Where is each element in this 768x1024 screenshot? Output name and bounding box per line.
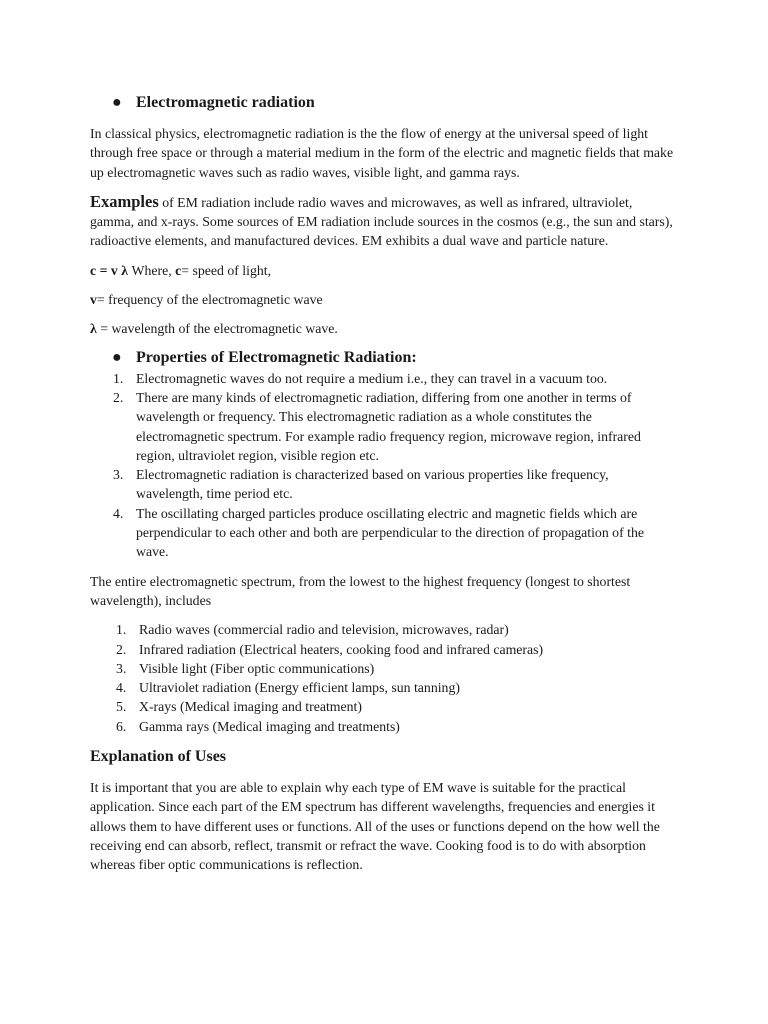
list-text: The oscillating charged particles produce oscillating electric and magnetic fields which are perpendicular to each other and both are perpendicular to the direction of propagation of the wave.	[136, 505, 644, 560]
bullet-icon: ●	[112, 94, 122, 111]
heading-text: Properties of Electromagnetic Radiation:	[136, 348, 417, 366]
examples-paragraph	[90, 192, 678, 251]
list-item	[90, 504, 678, 562]
formula-equation: c = v λ	[90, 262, 129, 278]
list-number: 6.	[116, 718, 127, 734]
list-number: 4.	[116, 680, 127, 696]
list-number: 5.	[116, 699, 127, 715]
list-number: 1.	[116, 622, 127, 638]
formula-v: v	[90, 292, 97, 308]
list-item	[90, 388, 678, 465]
list-item	[90, 697, 678, 716]
spectrum-list	[90, 620, 678, 736]
frequency-line	[90, 290, 678, 309]
list-item	[90, 678, 678, 697]
formula-c: c	[175, 262, 182, 278]
formula-where: Where,	[128, 262, 176, 278]
examples-text: of EM radiation include radio waves and microwaves, as well as infrared, ultraviolet, gamma, and x-rays. Some sources of EM radiation include sources in the cosmos (e.g., the sun and stars), radioactive elements, and manufactured devices. EM exhibits a dual wave and particle nature.	[90, 194, 673, 249]
list-text: Gamma rays (Medical imaging and treatments)	[139, 718, 400, 734]
list-number: 2.	[116, 641, 127, 657]
list-item	[90, 640, 678, 659]
list-text: Electromagnetic waves do not require a medium i.e., they can travel in a vacuum too.	[136, 370, 608, 386]
properties-list	[90, 369, 678, 562]
list-text: Radio waves (commercial radio and television, microwaves, radar)	[139, 622, 509, 638]
list-number: 1.	[113, 370, 124, 386]
uses-paragraph: It is important that you are able to explain why each type of EM wave is suitable for the practical application. Since each part of the EM spectrum has different wavelengths, frequencies and energies it allows them to have different uses or functions. All of the uses or functions depend on the how well the receiving end can absorb, reflect, transmit or refract the wave. Cooking food is to do with absorption whereas fiber optic communications is reflection.	[90, 780, 660, 873]
list-number: 4.	[113, 505, 124, 521]
spectrum-intro: The entire electromagnetic spectrum, from the lowest to the highest frequency (longest to shortest wavelength), includes	[90, 573, 631, 608]
list-item	[90, 659, 678, 678]
list-text: There are many kinds of electromagnetic radiation, differing from one another in terms of wavelength or frequency. This electromagnetic radiation as a whole constitutes the electromagnetic spectrum. For example radio frequency region, microwave region, infrared region, ultraviolet region, visible region etc.	[136, 389, 641, 463]
list-number: 3.	[113, 467, 124, 483]
list-text: Visible light (Fiber optic communications)	[139, 660, 375, 676]
section-heading-properties	[90, 347, 678, 369]
formula-c-def: = speed of light,	[181, 262, 272, 278]
list-text: X-rays (Medical imaging and treatment)	[139, 699, 362, 715]
list-number: 3.	[116, 660, 127, 676]
section-heading-em-radiation	[90, 92, 678, 114]
list-item	[90, 717, 678, 736]
list-text: Ultraviolet radiation (Energy efficient lamps, sun tanning)	[139, 680, 460, 696]
intro-paragraph: In classical physics, electromagnetic radiation is the the flow of energy at the universal speed of light through free space or through a material medium in the form of the electric and magnetic fields that make up electromagnetic waves such as radio waves, visible light, and gamma rays.	[90, 126, 674, 180]
formula-lambda: λ	[90, 321, 97, 337]
formula-v-def: = frequency of the electromagnetic wave	[96, 292, 323, 308]
formula-lambda-def: = wavelength of the electromagnetic wave.	[96, 321, 338, 337]
list-item	[90, 620, 678, 639]
formula-line	[90, 261, 678, 280]
document-page	[90, 92, 678, 875]
wavelength-line	[90, 319, 678, 338]
list-text: Electromagnetic radiation is characterized based on various properties like frequency, wavelength, time period etc.	[136, 467, 609, 502]
heading-text: Electromagnetic radiation	[136, 94, 315, 111]
examples-word: Examples	[90, 191, 159, 211]
bullet-icon: ●	[112, 348, 122, 366]
list-item	[90, 465, 678, 504]
section-heading-uses: Explanation of Uses	[90, 748, 227, 766]
list-number: 2.	[113, 389, 124, 405]
list-item	[90, 369, 678, 388]
list-text: Infrared radiation (Electrical heaters, cooking food and infrared cameras)	[139, 641, 544, 657]
